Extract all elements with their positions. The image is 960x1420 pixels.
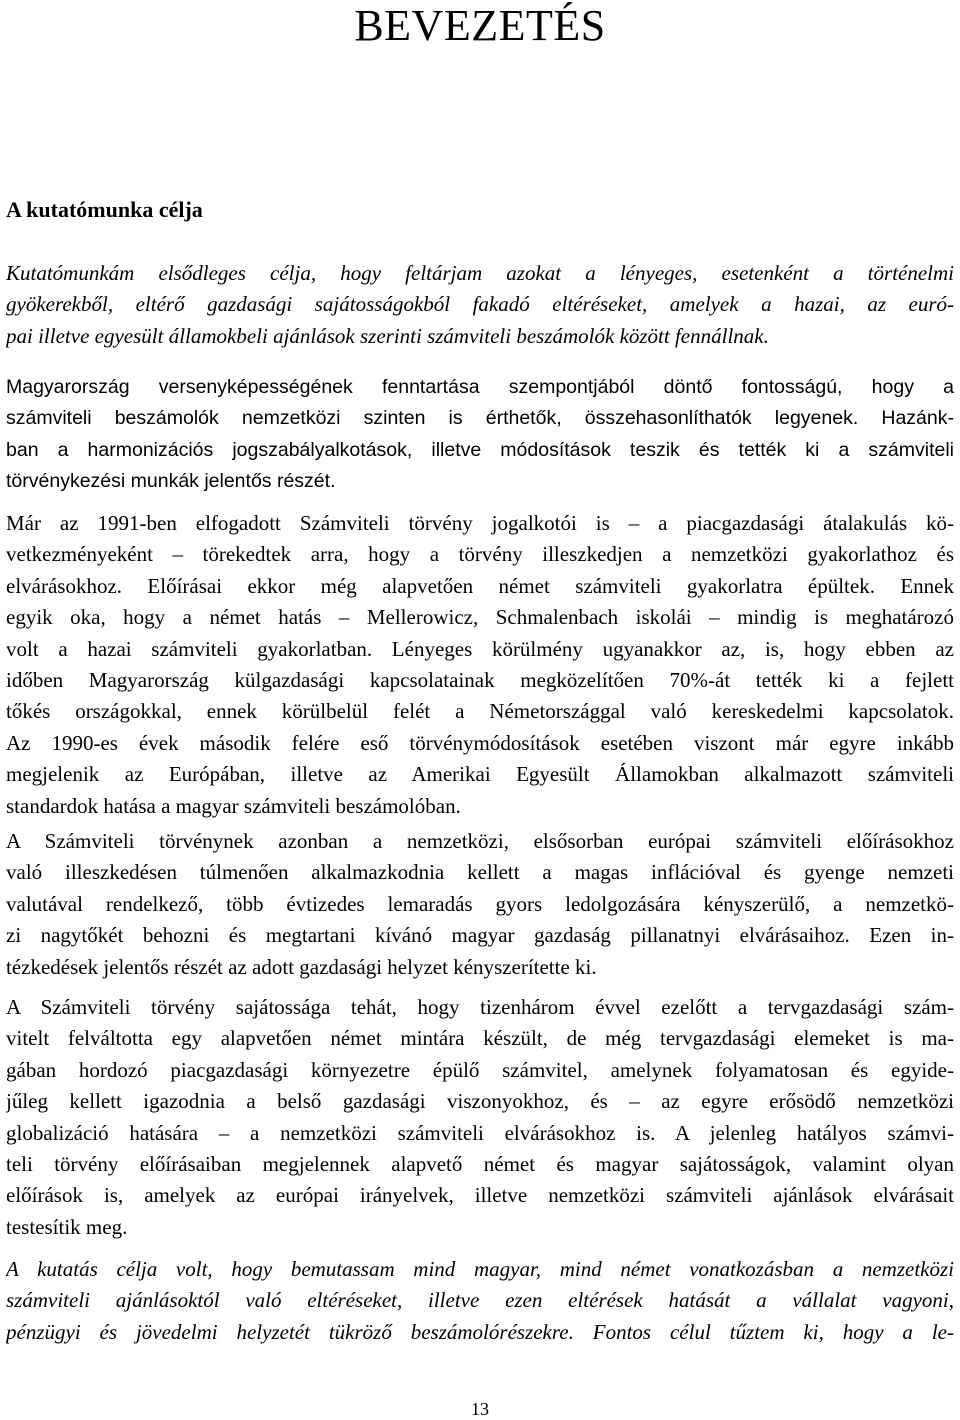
paragraph-line: teli törvény előírásaiban megjelennek alapvető német és magyar sajátosságok, valamint olyan — [6, 1151, 954, 1176]
page-number: 13 — [471, 1399, 489, 1419]
paragraph-line: volt a hazai számviteli gyakorlatban. Lényeges körülmény ugyanakkor az, is, hogy ebben az — [6, 636, 954, 661]
paragraph-line: számviteli ajánlásoktól való eltéréseket, illetve ezen eltérések hatását a vállalat vagyoni, — [6, 1288, 954, 1313]
paragraph-1991-act — [6, 508, 954, 822]
paragraph-line: való illeszkedésen túlmenően alkalmazkodnia kellett a magas inflációval és gyenge nemzeti — [6, 860, 954, 885]
paragraph-line: számviteli beszámolók nemzetközi szinten is érthetők, összehasonlíthatók legyenek. Hazánk- — [6, 407, 954, 430]
paragraph-line: ban a harmonizációs jogszabályalkotások, illetve módosítások teszik és tették ki a számviteli — [6, 438, 954, 461]
paragraph-line: A Számviteli törvénynek azonban a nemzetközi, elsősorban európai számviteli előírásokhoz — [6, 829, 954, 853]
paragraph-line: Már az 1991-ben elfogadott Számviteli törvény jogalkotói is – a piacgazdasági átalakulás kö- — [6, 511, 954, 535]
paragraph-line: vitelt felváltotta egy alapvetően német mintára készült, de még tervgazdasági elemeket is ma- — [6, 1026, 954, 1051]
paragraph-line: pai illetve egyesült államokbeli ajánlások szerinti számviteli beszámolók között fennállnak. — [6, 323, 769, 348]
paragraph-line: Kutatómunkám elsődleges célja, hogy feltárjam azokat a lényeges, esetenként a történelmi — [6, 261, 954, 285]
paragraph-line: Az 1990-es évek második felére eső törvénymódosítások esetében viszont már egyre inkább — [6, 730, 954, 755]
section-heading: A kutatómunka célja — [6, 197, 203, 222]
paragraph-research-goal — [6, 258, 954, 352]
paragraph-line: A kutatás célja volt, hogy bemutassam mind magyar, mind német vonatkozásban a nemzetközi — [6, 1257, 954, 1281]
paragraph-line: Magyarország versenyképességének fenntartása szempontjából döntő fontosságú, hogy a — [6, 376, 954, 398]
paragraph-line: gyökerekből, eltérő gazdasági sajátosságokból fakadó eltéréseket, amelyek a hazai, az euró- — [6, 292, 954, 317]
paragraph-line: időben Magyarország külgazdasági kapcsolatainak megközelítően 70%-át tették ki a fejlett — [6, 667, 954, 692]
paragraph-line: tézkedések jelentős részét az adott gazdasági helyzet kényszerítette ki. — [6, 954, 597, 979]
paragraph-competitiveness — [6, 372, 954, 498]
paragraph-line: pénzügyi és jövedelmi helyzetét tükröző beszámolórészekre. Fontos célul tűztem ki, hogy a le- — [6, 1319, 954, 1344]
paragraph-peculiarity — [6, 992, 954, 1243]
paragraph-line: valutával rendelkező, több évtizedes lemaradás gyors ledolgozására kényszerülő, a nemzetkö- — [6, 891, 954, 916]
paragraph-line: A Számviteli törvény sajátossága tehát, hogy tizenhárom évvel ezelőtt a tervgazdasági szám- — [6, 995, 954, 1019]
paragraph-line: megjelenik az Európában, illetve az Amerikai Egyesült Államokban alkalmazott számviteli — [6, 762, 954, 787]
paragraph-line: előírások is, amelyek az európai irányelvek, illetve nemzetközi számviteli ajánlások elvárásait — [6, 1183, 954, 1208]
paragraph-line: gában hordozó piacgazdasági környezetre épülő számvitel, amelynek folyamatosan és egyide- — [6, 1057, 954, 1082]
paragraph-line: jűleg kellett igazodnia a belső gazdasági viszonyokhoz, és – az egyre erősödő nemzetközi — [6, 1089, 954, 1114]
paragraph-line: elvárásokhoz. Előírásai ekkor még alapvetően német számviteli gyakorlatra épültek. Ennek — [6, 573, 954, 598]
paragraph-line: tőkés országokkal, ennek körülbelül felét a Németországgal való kereskedelmi kapcsolatok. — [6, 699, 954, 724]
paragraph-line: standardok hatása a magyar számviteli beszámolóban. — [6, 793, 461, 818]
paragraph-line: egyik oka, hogy a német hatás – Mellerowicz, Schmalenbach iskolái – mindig is meghatározó — [6, 605, 954, 630]
paragraph-adaptation — [6, 826, 954, 983]
paragraph-research-aim — [6, 1254, 954, 1348]
page-title: BEVEZETÉS — [354, 1, 606, 50]
paragraph-line: zi nagytőkét behozni és megtartani kívánó magyar gazdaság pillanatnyi elvárásaihoz. Ezen in- — [6, 923, 954, 948]
paragraph-line: törvénykezési munkák jelentős részét. — [6, 470, 336, 493]
paragraph-line: testesítik meg. — [6, 1214, 128, 1239]
paragraph-line: vetkezményeként – törekedtek arra, hogy a törvény illeszkedjen a nemzetközi gyakorlathoz és — [6, 542, 954, 567]
paragraph-line: globalizáció hatására – a nemzetközi számviteli elvárásokhoz is. A jelenleg hatályos számvi- — [6, 1120, 954, 1145]
